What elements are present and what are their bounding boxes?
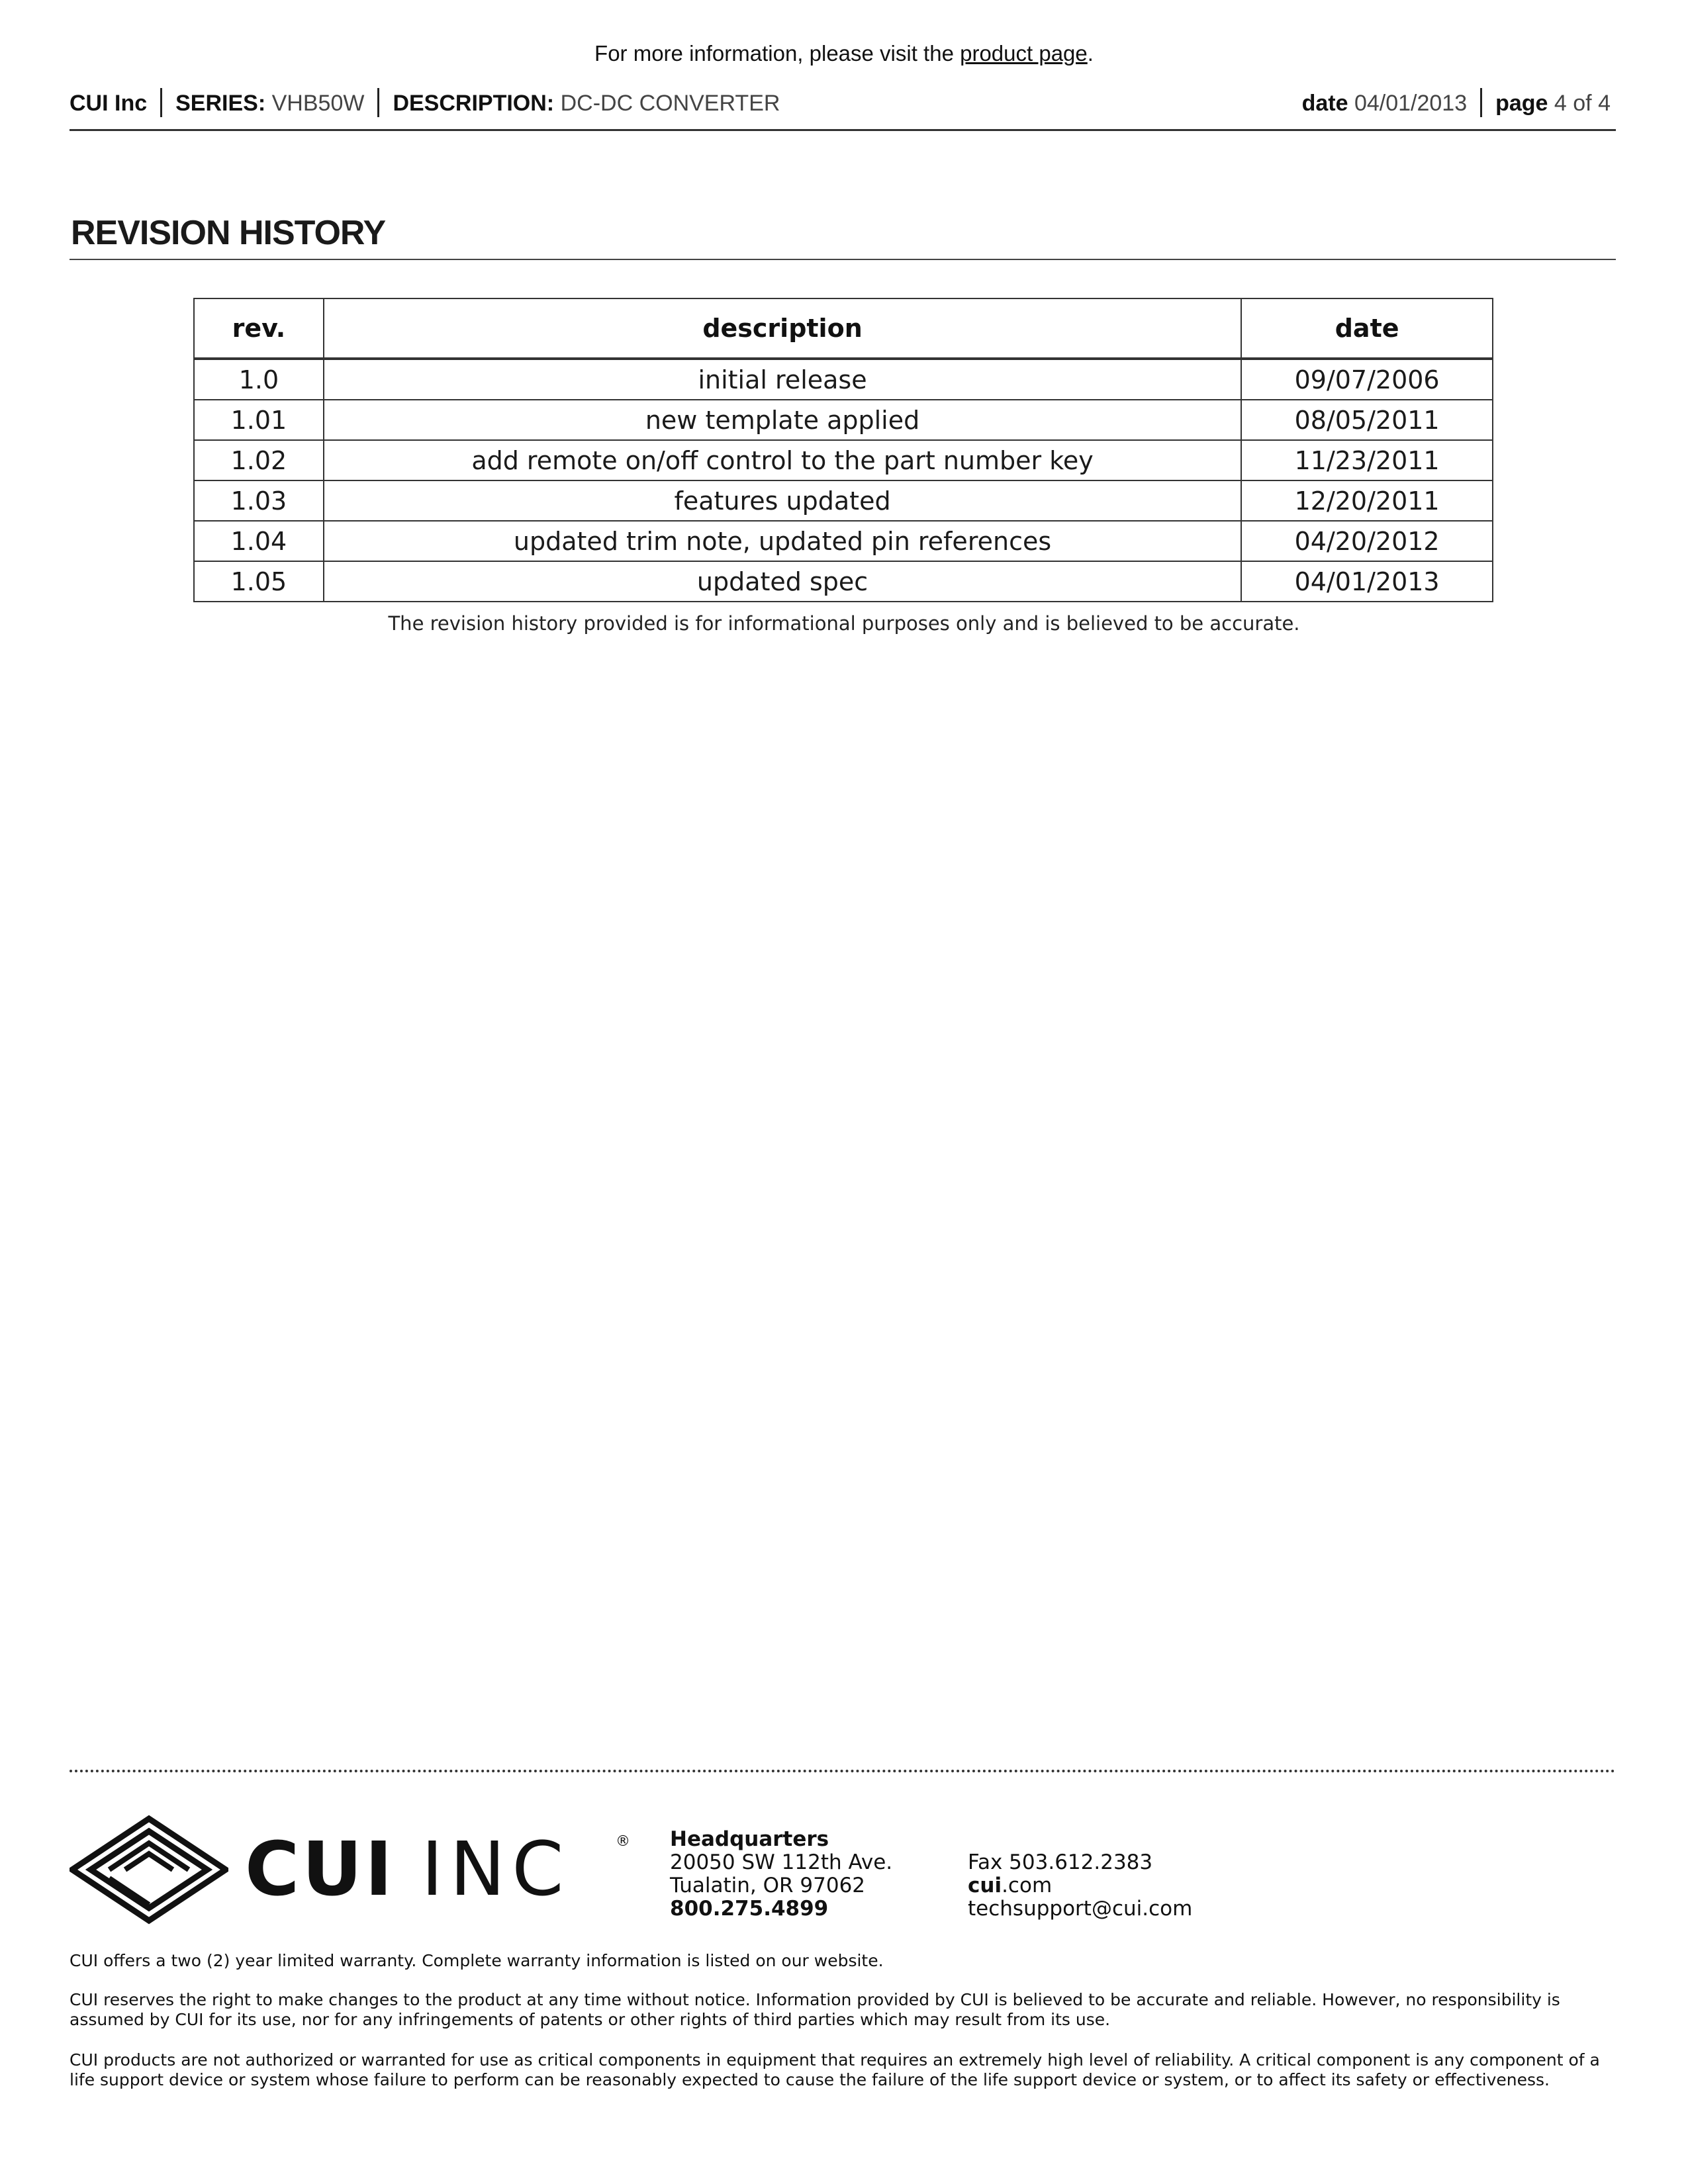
registered-mark: ®	[616, 1833, 630, 1850]
table-header-row	[194, 298, 1493, 359]
hq-phone: 800.275.4899	[670, 1897, 829, 1921]
cui-inc-logo	[70, 1813, 630, 1926]
cell-date: 12/20/2011	[1241, 480, 1493, 521]
header-series-value: VHB50W	[271, 90, 365, 116]
table-row	[194, 521, 1493, 561]
logo-cui: CUI	[245, 1827, 395, 1913]
table-row	[194, 400, 1493, 440]
cell-rev: 1.0	[194, 359, 324, 400]
header-company: CUI Inc	[70, 90, 148, 116]
header-left	[70, 90, 780, 119]
table-row	[194, 440, 1493, 480]
document-header	[70, 86, 1616, 123]
header-right	[1302, 90, 1611, 119]
contact-fax: Fax 503.612.2383	[968, 1850, 1153, 1874]
logo-inc: INC	[421, 1827, 571, 1913]
cell-date: 04/20/2012	[1241, 521, 1493, 561]
cell-description: add remote on/off control to the part number key	[324, 440, 1241, 480]
cui-logo-mark-icon	[70, 1813, 228, 1926]
revision-note: The revision history provided is for informational purposes only and is believed to be accurate.	[388, 612, 1300, 635]
revision-table	[193, 298, 1493, 602]
contact-block	[968, 1851, 1192, 1921]
header-separator	[1480, 88, 1482, 117]
website-bold: cui	[968, 1874, 1002, 1897]
cell-date: 11/23/2011	[1241, 440, 1493, 480]
table-row	[194, 480, 1493, 521]
info-suffix: .	[1087, 41, 1094, 66]
header-page-value: 4 of 4	[1554, 90, 1611, 116]
cell-rev: 1.05	[194, 561, 324, 602]
table-row	[194, 561, 1493, 602]
column-header-date: date	[1241, 298, 1493, 359]
section-title: REVISION HISTORY	[71, 214, 386, 252]
header-date-value: 04/01/2013	[1354, 90, 1468, 116]
logo-wordmark	[245, 1827, 570, 1913]
cell-rev: 1.04	[194, 521, 324, 561]
header-series-label: SERIES:	[175, 90, 266, 116]
cell-rev: 1.03	[194, 480, 324, 521]
header-description-value: DC-DC CONVERTER	[560, 90, 780, 116]
website-rest: .com	[1002, 1874, 1053, 1897]
product-page-link[interactable]: product page	[960, 41, 1088, 66]
info-line	[0, 41, 1688, 66]
footer-dotted-rule	[70, 1770, 1616, 1772]
hq-address-line1: 20050 SW 112th Ave.	[670, 1850, 893, 1874]
header-date-label: date	[1301, 90, 1348, 116]
header-page-label: page	[1495, 90, 1548, 116]
hq-title: Headquarters	[670, 1827, 829, 1851]
cell-date: 04/01/2013	[1241, 561, 1493, 602]
cell-description: updated spec	[324, 561, 1241, 602]
cell-date: 09/07/2006	[1241, 359, 1493, 400]
header-separator	[160, 88, 162, 117]
info-prefix: For more information, please visit the	[594, 41, 961, 66]
header-separator	[377, 88, 379, 117]
header-rule	[70, 129, 1616, 131]
hq-address-line2: Tualatin, OR 97062	[670, 1874, 866, 1897]
cell-description: initial release	[324, 359, 1241, 400]
headquarters-block	[670, 1828, 892, 1921]
cell-description: features updated	[324, 480, 1241, 521]
disclaimer-text-2: CUI products are not authorized or warranted for use as critical components in equipment that requires an extremely high level of reliability. A critical component is any component of a life support device or system whose failure to perform can be reasonably expected to cause the failure of the life support device or system, or to affect its safety or effectiveness.	[70, 2050, 1600, 2089]
cell-description: updated trim note, updated pin references	[324, 521, 1241, 561]
cell-rev: 1.02	[194, 440, 324, 480]
column-header-description: description	[324, 298, 1241, 359]
warranty-text: CUI offers a two (2) year limited warranty. Complete warranty information is listed on our website.	[70, 1951, 884, 1970]
contact-email[interactable]: techsupport@cui.com	[968, 1897, 1193, 1921]
contact-website[interactable]	[968, 1874, 1192, 1897]
section-rule	[70, 259, 1616, 260]
cell-date: 08/05/2011	[1241, 400, 1493, 440]
header-description-label: DESCRIPTION:	[393, 90, 555, 116]
disclaimer-text-1: CUI reserves the right to make changes to the product at any time without notice. Information provided by CUI is believed to be accurate and reliable. However, no responsibility is assumed by CUI for its use, nor for any infringements of patents or other rights of third parties which may result from its use.	[70, 1990, 1560, 2029]
cell-description: new template applied	[324, 400, 1241, 440]
table-row	[194, 359, 1493, 400]
cell-rev: 1.01	[194, 400, 324, 440]
column-header-rev: rev.	[194, 298, 324, 359]
